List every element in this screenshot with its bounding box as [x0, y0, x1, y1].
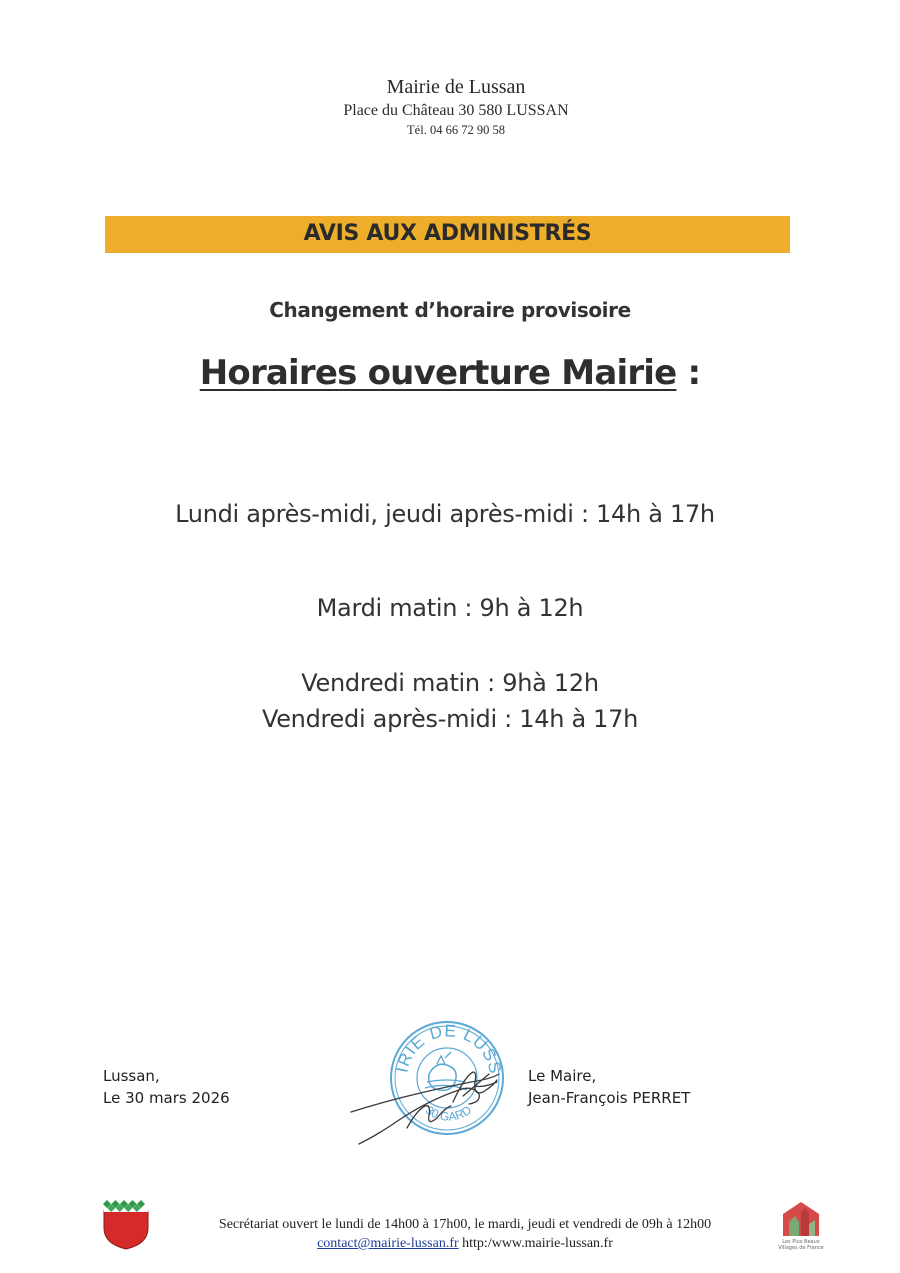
plus-beaux-villages-icon [779, 1200, 823, 1244]
signature-date: Le 30 mars 2026 [103, 1089, 230, 1107]
signature-role: Le Maire, [528, 1067, 597, 1085]
signature-mayor [528, 1065, 690, 1109]
footer [0, 1215, 900, 1253]
signature-place: Lussan, [103, 1067, 160, 1085]
footer-hours: Secrétariat ouvert le lundi de 14h00 à 17h00, le mardi, jeudi et vendredi de 09h à 12h00 [218, 1217, 712, 1232]
mairie-stamp-and-signature [345, 1012, 520, 1161]
page-title [0, 353, 900, 393]
plus-beaux-villages-caption: Les Plus Beaux Villages de France [778, 1239, 824, 1251]
page-title-text: Horaires ouverture Mairie [199, 353, 677, 393]
footer-website[interactable]: http:/www.mairie-lussan.fr [458, 1236, 613, 1251]
notice-banner-title: AVIS AUX ADMINISTRÉS [303, 221, 592, 246]
signature-name: Jean-François PERRET [528, 1089, 691, 1107]
stamp-text-bottom: 30 GARD [423, 1102, 474, 1124]
notice-subtitle: Changement d’horaire provisoire [269, 298, 631, 322]
footer-contact [0, 1234, 900, 1253]
footer-email-link[interactable]: contact@mairie-lussan.fr [317, 1236, 459, 1251]
schedule-line-friday-morning: Vendredi matin : 9hà 12h [301, 669, 599, 697]
page-title-colon: : [676, 353, 701, 393]
mairie-phone: Tél. 04 66 72 90 58 [407, 123, 505, 137]
schedule-line-monday-thursday: Lundi après-midi, jeudi après-midi : 14h à 17h [175, 500, 715, 528]
mairie-address: Place du Château 30 580 LUSSAN [343, 102, 569, 119]
stamp-text-top: IRIE DE LUSS [392, 1021, 506, 1076]
mairie-name: Mairie de Lussan [386, 76, 526, 98]
signature-place-date [103, 1065, 230, 1109]
schedule-line-tuesday: Mardi matin : 9h à 12h [316, 594, 584, 622]
schedule-line-friday-afternoon: Vendredi après-midi : 14h à 17h [261, 705, 639, 733]
